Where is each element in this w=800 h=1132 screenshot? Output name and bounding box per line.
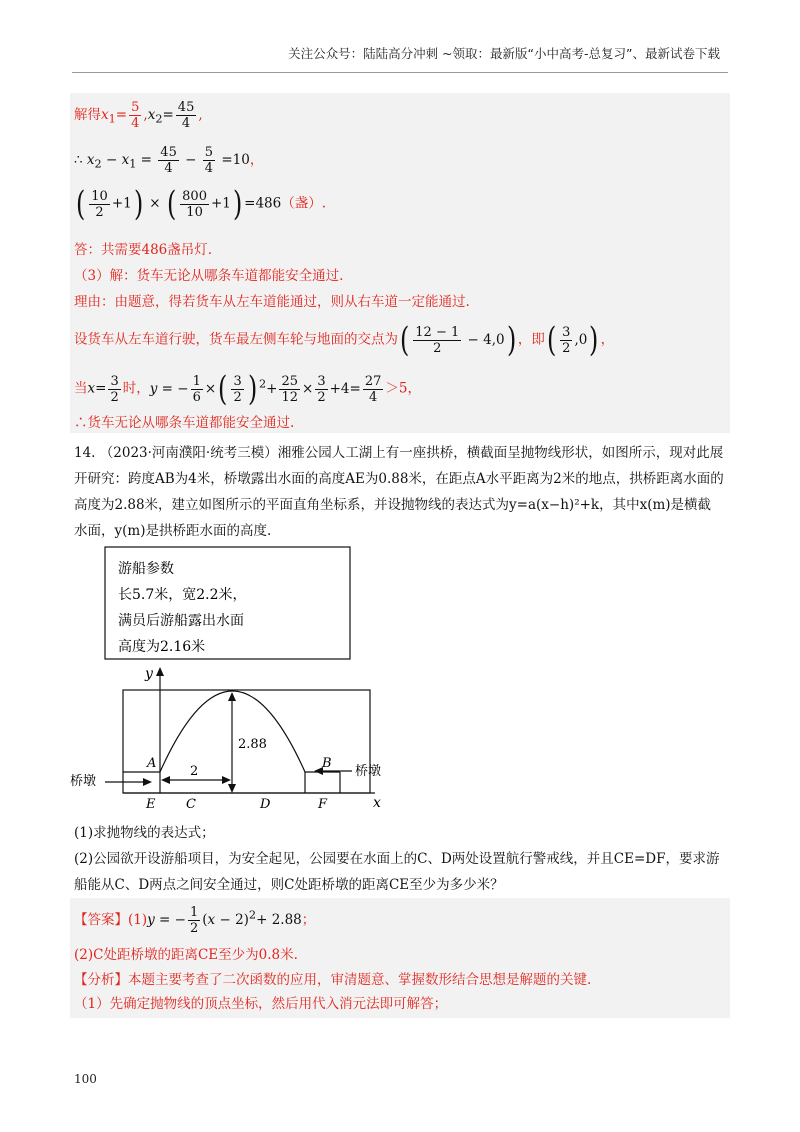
answer-line-2: (2)C处距桥墩的距离CE至少为0.8米.	[74, 947, 298, 963]
box-line-2: 长5.7米，宽2.2米，	[118, 587, 247, 603]
answer-line-1: 【答案】(1)y = − $\frac{1}{2}$ $(x - 2)^2+ 2.88$；	[74, 905, 316, 936]
y-axis-label: y	[145, 666, 153, 682]
point-E: E	[146, 797, 156, 812]
y-axis-arrow	[156, 667, 164, 676]
solution-line-2: ∴ $x_2 - x_1$ = $\frac{45}{4}$ − $\frac{5}{4}$ =10，	[74, 145, 264, 176]
left-pier-label: 桥墩	[70, 774, 97, 789]
distance-label: 2	[190, 764, 199, 779]
right-pier-label: 桥墩	[355, 764, 382, 779]
bridge-figure	[70, 545, 400, 815]
solution-line-1: 解得$x_1=$ $\frac{5}{4}$ $,x_2=$ $\frac{45}{4}$ ,	[74, 100, 203, 131]
point-B: B	[322, 756, 332, 771]
box-line-3: 满员后游船露出水面	[118, 613, 244, 629]
solution-line-7: 设货车从左车道行驶，货车最左侧车轮与地面的交点为( $\frac{12 - 1}{2}$ − 4,0) ，即( $\frac{3}{2}$ ,0) ，	[74, 320, 615, 360]
distance-arrow-left	[161, 776, 170, 784]
solution-line-5: （3）解：货车无论从哪条车道都能安全通过.	[74, 268, 344, 284]
solution-line-4: 答：共需要486盏吊灯.	[74, 242, 213, 258]
height-arrow-bottom	[228, 784, 236, 793]
question-14: 14. （2023·河南濮阳·统考三模）湘雅公园人工湖上有一座拱桥，横截面呈抛物线形状，如图所示，现对此展开研究：跨度AB为4米，桥墩露出水面的高度AE为0.88米，在距点A水平距离为2米的地点，拱桥距离水面的高度为2.88米，建立如图所示的平面直角坐标系，并设抛物线的表达式为y=a(x−h)²+k，其中x(m)是横截水面，y(m)是拱桥距水面的高度.	[74, 445, 724, 539]
page-header: 关注公众号：陆陆高分冲刺 ~领取：最新版“小中高考-总复习”、最新试卷下载	[288, 46, 720, 61]
sub-question-2: (2)公园欲开设游船项目，为安全起见，公园要在水面上的C、D两处设置航行警戒线，并且CE=DF，要求游船能从C、D两点之间安全通过，则C处距桥墩的距离CE至少为多少米？	[74, 851, 720, 893]
x-axis-label: x	[373, 795, 381, 811]
solution-line-9: ∴货车无论从哪条车道都能安全通过.	[74, 415, 295, 431]
sub-question-1: (1)求抛物线的表达式；	[74, 825, 215, 841]
point-A: A	[147, 756, 157, 771]
left-pier-arrow	[143, 778, 152, 786]
header-rule	[72, 72, 728, 73]
analysis-step-1: （1）先确定抛物线的顶点坐标，然后用代入消元法即可解答；	[74, 996, 448, 1012]
solution-line-6: 理由：由题意，得若货车从左车道能通过，则从右车道一定能通过.	[74, 294, 470, 310]
height-arrow-top	[228, 692, 236, 701]
point-D: D	[260, 797, 271, 812]
analysis-line: 【分析】本题主要考查了二次函数的应用，审清题意、掌握数形结合思想是解题的关键.	[74, 972, 592, 988]
page-number: 100	[74, 1072, 97, 1086]
distance-arrow-right	[222, 776, 231, 784]
solution-line-8: 当x= $\frac{3}{2}$ 时，y = − $\frac{1}{6}$ ×( $\frac{3}{2}$ ) $^2$+ $\frac{25}{12}$ × $\frac{3}{2}$ +4= $\frac{27}{4}$ ＞5，	[74, 369, 421, 409]
box-line-1: 游船参数	[118, 561, 174, 577]
height-label: 2.88	[238, 737, 267, 752]
point-C: C	[186, 797, 196, 812]
point-F: F	[318, 797, 328, 812]
box-line-4: 高度为2.16米	[118, 639, 206, 655]
solution-line-3: ( $\frac{10}{2}$ +1) × ( $\frac{800}{10}$ +1) =486（盏）.	[75, 184, 327, 224]
